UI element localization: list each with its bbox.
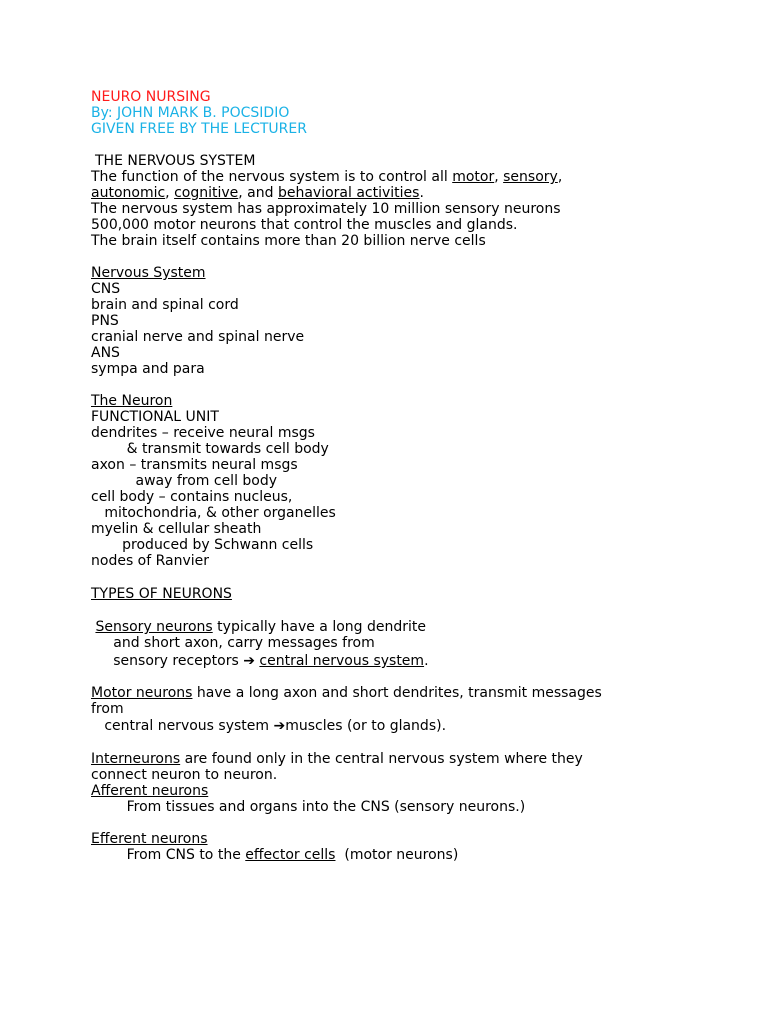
term-afferent-neurons: Afferent neurons [91, 783, 209, 799]
term-cns: central nervous system [259, 653, 425, 669]
text-span: , [557, 169, 563, 185]
paragraph-line [91, 718, 446, 734]
section-heading-nervous-system: THE NERVOUS SYSTEM [95, 153, 256, 169]
paragraph-line [91, 685, 602, 701]
term-sensory: sensory [503, 169, 558, 185]
list-item: CNS [91, 281, 121, 297]
list-item: produced by Schwann cells [91, 537, 314, 553]
list-item: mitochondria, & other organelles [91, 505, 336, 521]
section-heading-types: TYPES OF NEURONS [91, 586, 232, 602]
paragraph-line: and short axon, carry messages from [91, 635, 375, 651]
text-span: muscles (or to glands). [285, 718, 447, 734]
paragraph-line: The brain itself contains more than 20 billion nerve cells [91, 233, 486, 249]
lecturer-note: GIVEN FREE BY THE LECTURER [91, 121, 307, 137]
text-span: , [165, 185, 175, 201]
term-behavioral: behavioral activities [277, 185, 420, 201]
paragraph-line: The nervous system has approximately 10 million sensory neurons [91, 201, 561, 217]
term-sensory-neurons: Sensory neurons [95, 619, 213, 635]
author-line: By: JOHN MARK B. POCSIDIO [91, 105, 290, 121]
list-item: & transmit towards cell body [91, 441, 329, 457]
section-heading-neuron: The Neuron [91, 393, 173, 409]
list-item: FUNCTIONAL UNIT [91, 409, 219, 425]
text-span: have a long axon and short dendrites, transmit messages [192, 685, 602, 701]
paragraph-line [91, 619, 426, 635]
list-item: sympa and para [91, 361, 205, 377]
text-span: , and [238, 185, 278, 201]
paragraph-line: 500,000 motor neurons that control the muscles and glands. [91, 217, 518, 233]
text-span: typically have a long dendrite [212, 619, 427, 635]
list-item: PNS [91, 313, 119, 329]
arrow-right-icon: ➔ [273, 718, 286, 734]
paragraph-line: from [91, 701, 124, 717]
text-span: central nervous system [91, 718, 274, 734]
list-item: nodes of Ranvier [91, 553, 210, 569]
text-span: , [494, 169, 504, 185]
term-interneurons: Interneurons [91, 751, 181, 767]
term-efferent-neurons: Efferent neurons [91, 831, 208, 847]
arrow-right-icon: ➔ [243, 653, 255, 669]
term-motor: motor [452, 169, 495, 185]
list-item: ANS [91, 345, 120, 361]
text-span: . [419, 185, 424, 201]
text-span: (motor neurons) [335, 847, 459, 863]
list-item: myelin & cellular sheath [91, 521, 262, 537]
list-item: brain and spinal cord [91, 297, 239, 313]
term-cognitive: cognitive [174, 185, 239, 201]
text-span: . [424, 653, 429, 669]
text-span: The function of the nervous system is to control all [91, 169, 453, 185]
list-item: dendrites – receive neural msgs [91, 425, 315, 441]
doc-title: NEURO NURSING [91, 89, 211, 105]
text-span: From CNS to the [91, 847, 246, 863]
text-span: are found only in the central nervous system where they [180, 751, 583, 767]
list-item: cell body – contains nucleus, [91, 489, 293, 505]
list-item: axon – transmits neural msgs [91, 457, 298, 473]
paragraph-line: connect neuron to neuron. [91, 767, 278, 783]
list-item: away from cell body [91, 473, 278, 489]
list-item: cranial nerve and spinal nerve [91, 329, 305, 345]
section-heading-ns-list: Nervous System [91, 265, 206, 281]
term-autonomic: autonomic [91, 185, 166, 201]
term-motor-neurons: Motor neurons [91, 685, 193, 701]
paragraph-line [91, 653, 429, 669]
term-effector-cells: effector cells [245, 847, 336, 863]
text-span: sensory receptors [91, 653, 244, 669]
paragraph-line [91, 751, 583, 767]
paragraph-line [91, 847, 458, 863]
paragraph-line [91, 185, 424, 201]
paragraph-line [91, 169, 562, 185]
paragraph-line: From tissues and organs into the CNS (sensory neurons.) [91, 799, 526, 815]
